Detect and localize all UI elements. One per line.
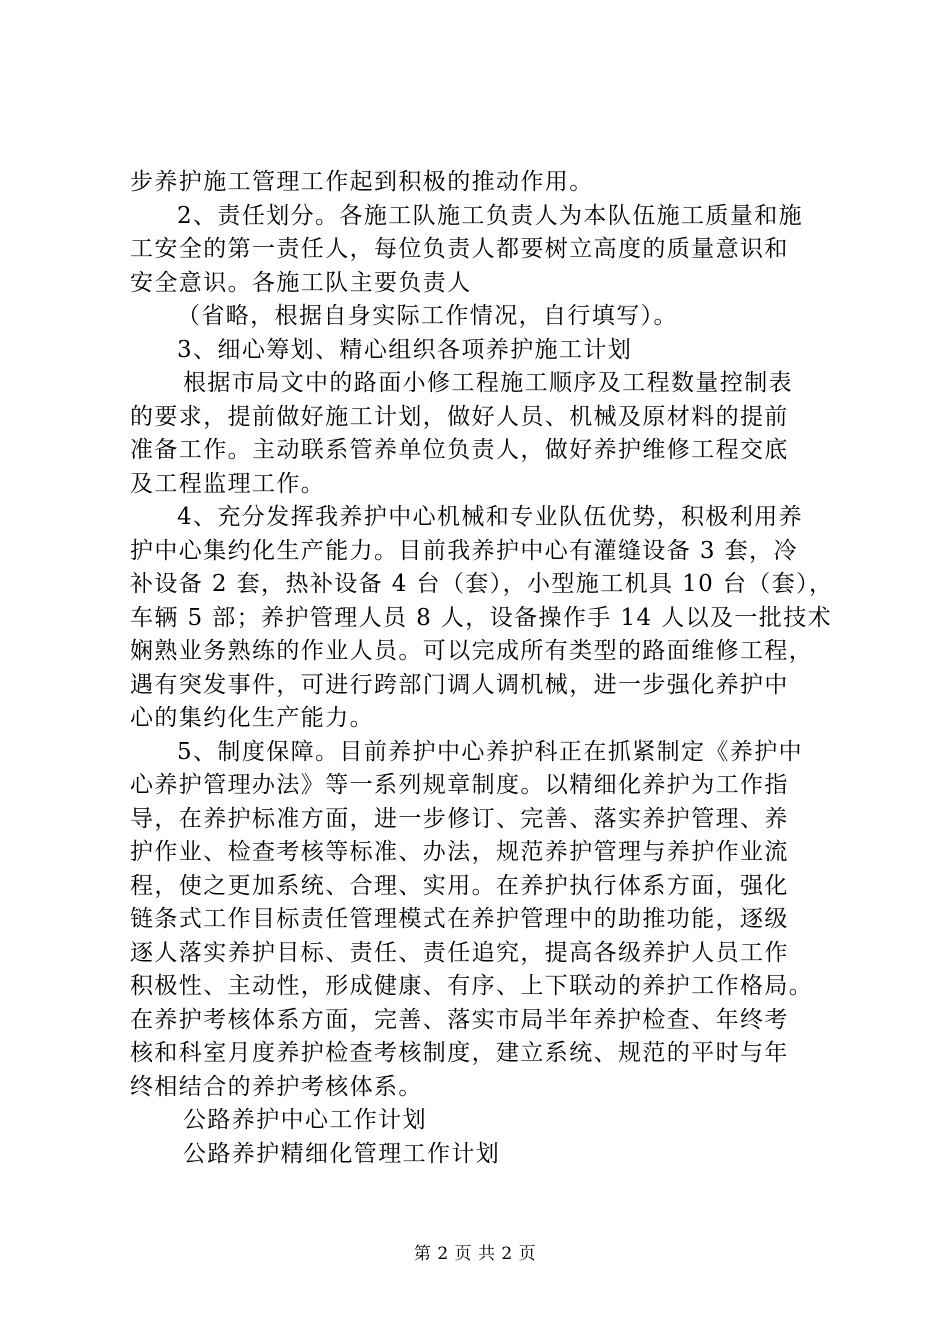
text-line: 护作业、检查考核等标准、办法，规范养护管理与养护作业流 bbox=[130, 839, 789, 865]
text-line: 积极性、主动性，形成健康、有序、上下联动的养护工作格局。 bbox=[130, 973, 814, 999]
text-line: 在养护考核体系方面，完善、落实市局半年养护检查、年终考 bbox=[130, 1006, 789, 1033]
text-line: 根据市局文中的路面小修工程施工顺序及工程数量控制表 bbox=[183, 370, 793, 396]
text-line: 导，在养护标准方面，进一步修订、完善、落实养护管理、养 bbox=[130, 805, 789, 832]
text-line: 娴熟业务熟练的作业人员。可以完成所有类型的路面维修工程， bbox=[130, 638, 814, 664]
text-line: 安全意识。各施工队主要负责人 bbox=[130, 269, 472, 296]
text-line: 心的集约化生产能力。 bbox=[130, 705, 374, 731]
text-line: 工安全的第一责任人，每位负责人都要树立高度的质量意识和 bbox=[130, 236, 789, 262]
text-line: 程，使之更加系统、合理、实用。在养护执行体系方面，强化 bbox=[130, 872, 789, 899]
text-line: 公路养护精细化管理工作计划 bbox=[183, 1140, 501, 1167]
text-line: 终相结合的养护考核体系。 bbox=[130, 1073, 423, 1100]
text-line: 3、细心筹划、精心组织各项养护施工计划 bbox=[177, 336, 633, 363]
text-line: 遇有突发事件，可进行跨部门调人调机械，进一步强化养护中 bbox=[130, 671, 789, 698]
text-line: 公路养护中心工作计划 bbox=[183, 1107, 427, 1133]
text-line: 车辆 5 部；养护管理人员 8 人，设备操作手 14 人以及一批技术 bbox=[130, 604, 832, 631]
page-footer: 第 2 页 共 2 页 bbox=[413, 1244, 537, 1264]
text-line: 步养护施工管理工作起到积极的推动作用。 bbox=[130, 169, 594, 195]
text-line: 4、充分发挥我养护中心机械和专业队伍优势，积极利用养 bbox=[177, 504, 804, 530]
text-line: 链条式工作目标责任管理模式在养护管理中的助推功能，逐级 bbox=[130, 906, 789, 932]
document-body bbox=[130, 166, 834, 1171]
text-line: 的要求，提前做好施工计划，做好人员、机械及原材料的提前 bbox=[130, 403, 789, 430]
text-line: 及工程监理工作。 bbox=[130, 470, 326, 497]
text-line: 护中心集约化生产能力。目前我养护中心有灌缝设备 3 套，冷 bbox=[130, 537, 798, 564]
text-line: （省略，根据自身实际工作情况，自行填写）。 bbox=[177, 303, 678, 329]
text-line: 逐人落实养护目标、责任、责任追究，提高各级养护人员工作 bbox=[130, 939, 789, 966]
text-line: 5、制度保障。目前养护中心养护科正在抓紧制定《养护中 bbox=[177, 738, 804, 765]
text-line: 心养护管理办法》等一系列规章制度。以精细化养护为工作指 bbox=[130, 772, 789, 798]
text-line: 补设备 2 套，热补设备 4 台（套），小型施工机具 10 台（套）， bbox=[130, 571, 834, 597]
text-line: 核和科室月度养护检查考核制度，建立系统、规范的平时与年 bbox=[130, 1040, 789, 1066]
text-line: 准备工作。主动联系管养单位负责人，做好养护维修工程交底 bbox=[130, 437, 789, 463]
text-line: 2、责任划分。各施工队施工负责人为本队伍施工质量和施 bbox=[177, 202, 804, 229]
